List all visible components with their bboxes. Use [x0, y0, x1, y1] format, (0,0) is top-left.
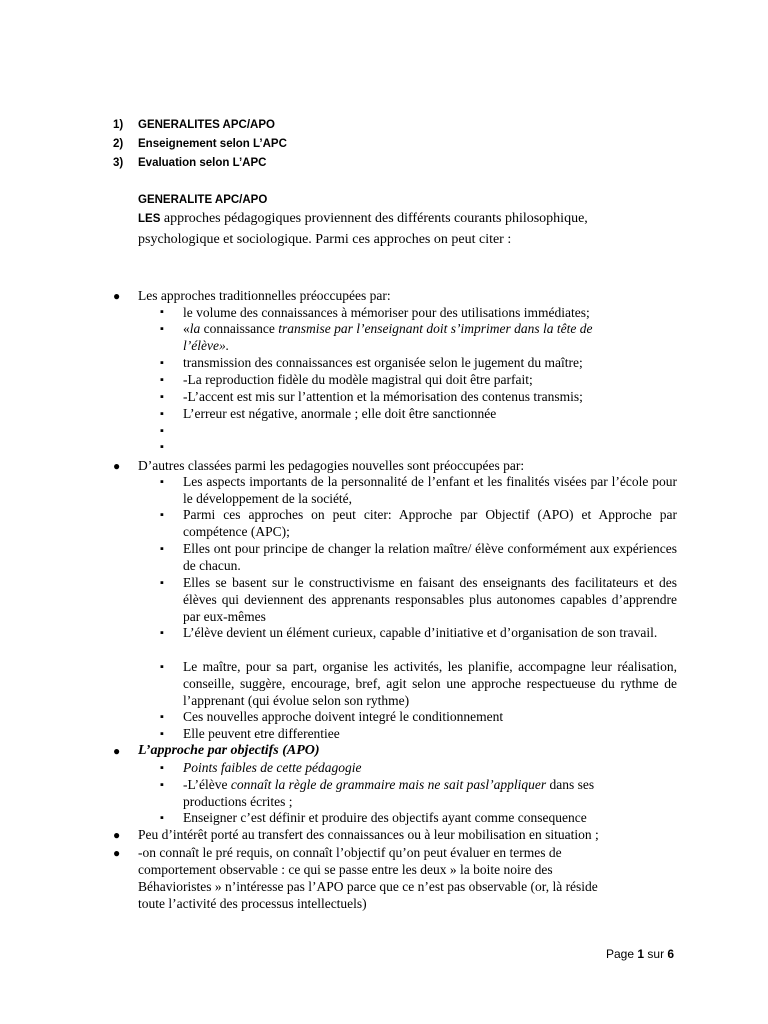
square-bullet-icon: ▪	[160, 661, 164, 673]
apo-sub-2-a: -L’élève	[183, 777, 231, 792]
trad-quote	[183, 320, 677, 337]
intro-line-2: psychologique et sociologique. Parmi ces approches on peut citer :	[138, 232, 512, 247]
bullet-icon: ●	[113, 744, 121, 758]
final-item-2-line4: toute l’activité des processus intellectuels)	[138, 896, 367, 911]
toc-label: Evaluation selon L’APC	[138, 157, 267, 169]
square-bullet-icon: ▪	[160, 627, 164, 639]
nouv-title: D’autres classées parmi les pedagogies nouvelles sont préoccupées par:	[138, 458, 525, 473]
intro-line-1	[138, 211, 588, 227]
section-title: GENERALITE APC/APO	[138, 194, 268, 206]
nouv-item-6: Le maître, pour sa part, organise les activités, les planifie, accompagne leur réalisation, conseille, suggère, encourage, bref, agit selon une approche respectueuse du rythme de l’apprenant (qui évolue selon son rythme)	[183, 659, 677, 708]
nouv-item-5: L’élève devient un élément curieux, capable d’initiative et d’organisation de son travail.	[183, 625, 658, 640]
bullet-icon: ●	[113, 289, 121, 303]
bullet-icon: ●	[113, 459, 121, 473]
toc-number: 2)	[113, 138, 124, 150]
bullet-icon: ●	[113, 828, 121, 842]
trad-item-4: -L’accent est mis sur l’attention et la mémorisation des contenus transmis;	[183, 389, 583, 404]
square-bullet-icon: ▪	[160, 577, 164, 589]
toc-item-2	[113, 138, 287, 150]
square-bullet-icon: ▪	[160, 762, 164, 774]
final-item-2-line3: Béhavioristes » n’intéresse pas l’APO parce que ce n’est pas observable (or, là réside	[138, 879, 598, 894]
square-bullet-icon: ▪	[160, 779, 164, 791]
square-bullet-icon: ▪	[160, 476, 164, 488]
bullet-icon: ●	[113, 846, 121, 860]
trad-quote-line2: l’élève».	[183, 338, 230, 353]
apo-sub-2	[183, 776, 677, 793]
quote-open: «	[183, 321, 190, 336]
square-bullet-icon: ▪	[160, 509, 164, 521]
apo-sub-1: Points faibles de cette pédagogie	[183, 760, 362, 775]
footer-current-page: 1	[637, 947, 645, 961]
nouv-item-4: Elles se basent sur le constructivisme en faisant des enseignants des facilitateurs et des élèves qui deviennent des apprenants responsables plus autonomes capables d’apprendre par eux-mêmes	[183, 575, 677, 624]
trad-item-3: -La reproduction fidèle du modèle magistral qui doit être parfait;	[183, 372, 533, 387]
toc-label: GENERALITES APC/APO	[138, 119, 275, 131]
square-bullet-icon: ▪	[160, 441, 164, 453]
square-bullet-icon: ▪	[160, 408, 164, 420]
final-item-2-line2: comportement observable : ce qui se passe entre les deux » la boite noire des	[138, 862, 553, 877]
trad-title: Les approches traditionnelles préoccupées par:	[138, 288, 391, 303]
square-bullet-icon: ▪	[160, 357, 164, 369]
intro-lead: LES	[138, 213, 161, 225]
trad-item-1: le volume des connaissances à mémoriser pour des utilisations immédiates;	[183, 305, 590, 320]
square-bullet-icon: ▪	[160, 812, 164, 824]
square-bullet-icon: ▪	[160, 391, 164, 403]
footer-sep: sur	[647, 947, 665, 961]
quote-part2: connaissance	[200, 321, 279, 336]
apo-title: L’approche par objectifs (APO)	[138, 743, 320, 758]
page-footer	[606, 947, 674, 961]
quote-part1: la	[189, 321, 201, 336]
square-bullet-icon: ▪	[160, 711, 164, 723]
footer-page-label: Page	[606, 947, 635, 961]
toc-item-3	[113, 157, 266, 169]
square-bullet-icon: ▪	[160, 323, 164, 335]
toc-number: 3)	[113, 157, 124, 169]
quote-part3: transmise par l’enseignant doit s’imprimer dans la tête de	[278, 321, 593, 336]
trad-item-2: transmission des connaissances est organisée selon le jugement du maître;	[183, 355, 583, 370]
final-item-1: Peu d’intérêt porté au transfert des connaissances ou à leur mobilisation en situation ;	[138, 827, 599, 842]
square-bullet-icon: ▪	[160, 306, 164, 318]
nouv-item-2: Parmi ces approches on peut citer: Approche par Objectif (APO) et Approche par compétence (APC);	[183, 507, 677, 539]
trad-item-5: L’erreur est négative, anormale ; elle doit être sanctionnée	[183, 406, 497, 421]
apo-sub-2-b: connaît la règle de grammaire mais ne sait pasl’appliquer	[230, 777, 547, 792]
apo-sub-2-c: dans ses	[546, 777, 595, 792]
nouv-item-8: Elle peuvent etre differentiee	[183, 726, 340, 741]
apo-sub-2-line2: productions écrites ;	[183, 794, 293, 809]
toc-number: 1)	[113, 119, 124, 131]
square-bullet-icon: ▪	[160, 728, 164, 740]
toc-label: Enseignement selon L’APC	[138, 138, 287, 150]
nouv-item-3: Elles ont pour principe de changer la relation maître/ élève conformément aux expériences de chacun.	[183, 541, 677, 573]
nouv-item-1: Les aspects importants de la personnalité de l’enfant et les finalités visées par l’école pour le développement de la société,	[183, 474, 677, 506]
square-bullet-icon: ▪	[160, 543, 164, 555]
final-item-2-line1: -on connaît le pré requis, on connaît l’objectif qu’on peut évaluer en termes de	[138, 845, 562, 860]
square-bullet-icon: ▪	[160, 374, 164, 386]
apo-sub-3: Enseigner c’est définir et produire des objectifs ayant comme consequence	[183, 810, 587, 825]
square-bullet-icon: ▪	[160, 425, 164, 437]
nouv-item-7: Ces nouvelles approche doivent integré le conditionnement	[183, 709, 504, 724]
footer-total-pages: 6	[667, 947, 675, 961]
toc-item-1	[113, 119, 275, 131]
intro-text: approches pédagogiques proviennent des différents courants philosophique,	[160, 211, 588, 226]
